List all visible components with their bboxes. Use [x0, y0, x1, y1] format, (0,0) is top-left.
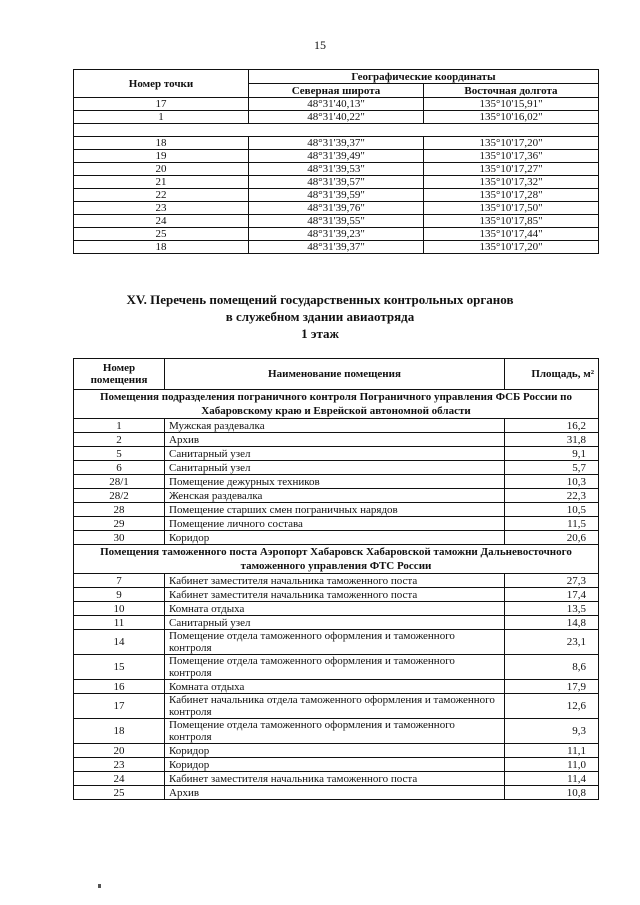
room-area: 10,5: [505, 503, 599, 517]
room-number: 15: [74, 655, 165, 680]
room-number: 28/2: [74, 489, 165, 503]
room-number: 23: [74, 758, 165, 772]
room-area: 22,3: [505, 489, 599, 503]
room-row: [74, 433, 599, 447]
rooms-table: [73, 358, 599, 800]
room-number: 29: [74, 517, 165, 531]
room-area: 5,7: [505, 461, 599, 475]
point-number: 25: [74, 228, 249, 241]
room-row: [74, 719, 599, 744]
room-area: 27,3: [505, 574, 599, 588]
room-area: 13,5: [505, 602, 599, 616]
coord-row: [74, 176, 599, 189]
room-name: Кабинет заместителя начальника таможенного поста: [165, 588, 505, 602]
room-row: [74, 588, 599, 602]
floor-label: 1 этаж: [301, 326, 339, 341]
room-name: Коридор: [165, 531, 505, 545]
room-row: [74, 531, 599, 545]
header-north-latitude: Северная широта: [249, 84, 424, 98]
room-row: [74, 744, 599, 758]
room-number: 11: [74, 616, 165, 630]
room-area: 9,1: [505, 447, 599, 461]
coord-row: [74, 111, 599, 124]
point-number: 20: [74, 163, 249, 176]
header-room-name: Наименование помещения: [165, 359, 505, 390]
room-name: Помещение личного состава: [165, 517, 505, 531]
point-number: 19: [74, 150, 249, 163]
blank-separator-row: [74, 124, 599, 137]
room-name: Санитарный узел: [165, 616, 505, 630]
group-title: Помещения таможенного поста Аэропорт Хабаровск Хабаровской таможни Дальневосточного таможенного управления ФТС России: [74, 545, 599, 574]
coord-row: [74, 202, 599, 215]
room-row: [74, 447, 599, 461]
room-row: [74, 616, 599, 630]
room-name: Помещение отдела таможенного оформления и таможенного контроля: [165, 630, 505, 655]
room-name: Санитарный узел: [165, 447, 505, 461]
longitude: 135°10'17,44": [424, 228, 599, 241]
longitude: 135°10'17,20": [424, 137, 599, 150]
longitude: 135°10'16,02": [424, 111, 599, 124]
room-row: [74, 758, 599, 772]
point-number: 1: [74, 111, 249, 124]
group-header-row: [74, 390, 599, 419]
longitude: 135°10'17,20": [424, 241, 599, 254]
room-area: 17,9: [505, 680, 599, 694]
room-name: Помещение старших смен пограничных нарядов: [165, 503, 505, 517]
room-number: 25: [74, 786, 165, 800]
room-area: 10,8: [505, 786, 599, 800]
room-name: Коридор: [165, 758, 505, 772]
room-number: 28: [74, 503, 165, 517]
room-area: 12,6: [505, 694, 599, 719]
room-name: Мужская раздевалка: [165, 419, 505, 433]
room-number: 17: [74, 694, 165, 719]
coordinates-table: [73, 69, 599, 254]
latitude: 48°31'40,22": [249, 111, 424, 124]
point-number: 18: [74, 137, 249, 150]
room-row: [74, 503, 599, 517]
room-number: 6: [74, 461, 165, 475]
room-name: Помещение отдела таможенного оформления и таможенного контроля: [165, 655, 505, 680]
room-area: 10,3: [505, 475, 599, 489]
room-row: [74, 517, 599, 531]
room-name: Помещение дежурных техников: [165, 475, 505, 489]
room-number: 10: [74, 602, 165, 616]
latitude: 48°31'39,37": [249, 137, 424, 150]
latitude: 48°31'39,49": [249, 150, 424, 163]
longitude: 135°10'17,28": [424, 189, 599, 202]
room-row: [74, 655, 599, 680]
latitude: 48°31'39,23": [249, 228, 424, 241]
latitude: 48°31'39,37": [249, 241, 424, 254]
longitude: 135°10'15,91": [424, 98, 599, 111]
room-row: [74, 786, 599, 800]
room-area: 16,2: [505, 419, 599, 433]
room-area: 11,1: [505, 744, 599, 758]
room-area: 11,4: [505, 772, 599, 786]
room-name: Комната отдыха: [165, 680, 505, 694]
room-row: [74, 461, 599, 475]
header-point-number: Номер точки: [74, 70, 249, 98]
header-room-area: Площадь, м²: [505, 359, 599, 390]
room-area: 14,8: [505, 616, 599, 630]
header-room-number: Номер помещения: [74, 359, 165, 390]
point-number: 21: [74, 176, 249, 189]
coord-row: [74, 137, 599, 150]
section-title-line2: в служебном здании авиаотряда: [225, 309, 415, 324]
room-number: 14: [74, 630, 165, 655]
room-name: Кабинет начальника отдела таможенного оформления и таможенного контроля: [165, 694, 505, 719]
room-number: 5: [74, 447, 165, 461]
coord-row: [74, 215, 599, 228]
scan-mark: [98, 884, 101, 888]
latitude: 48°31'40,13": [249, 98, 424, 111]
room-number: 1: [74, 419, 165, 433]
room-row: [74, 694, 599, 719]
coord-row: [74, 189, 599, 202]
longitude: 135°10'17,27": [424, 163, 599, 176]
latitude: 48°31'39,59": [249, 189, 424, 202]
coord-row: [74, 98, 599, 111]
coord-row: [74, 228, 599, 241]
room-name: Женская раздевалка: [165, 489, 505, 503]
group-header-row: [74, 545, 599, 574]
longitude: 135°10'17,85": [424, 215, 599, 228]
room-row: [74, 680, 599, 694]
room-area: 31,8: [505, 433, 599, 447]
room-number: 30: [74, 531, 165, 545]
room-area: 9,3: [505, 719, 599, 744]
room-area: 23,1: [505, 630, 599, 655]
header-east-longitude: Восточная долгота: [424, 84, 599, 98]
room-name: Коридор: [165, 744, 505, 758]
longitude: 135°10'17,36": [424, 150, 599, 163]
room-area: 20,6: [505, 531, 599, 545]
point-number: 23: [74, 202, 249, 215]
coord-row: [74, 163, 599, 176]
room-area: 11,0: [505, 758, 599, 772]
room-name: Помещение отдела таможенного оформления и таможенного контроля: [165, 719, 505, 744]
point-number: 24: [74, 215, 249, 228]
room-area: 8,6: [505, 655, 599, 680]
group-title: Помещения подразделения пограничного контроля Пограничного управления ФСБ России по Хабаровскому краю и Еврейской автономной области: [74, 390, 599, 419]
room-number: 24: [74, 772, 165, 786]
point-number: 17: [74, 98, 249, 111]
room-name: Архив: [165, 786, 505, 800]
longitude: 135°10'17,32": [424, 176, 599, 189]
longitude: 135°10'17,50": [424, 202, 599, 215]
room-name: Кабинет заместителя начальника таможенного поста: [165, 574, 505, 588]
room-area: 11,5: [505, 517, 599, 531]
room-number: 28/1: [74, 475, 165, 489]
room-number: 18: [74, 719, 165, 744]
room-name: Кабинет заместителя начальника таможенного поста: [165, 772, 505, 786]
room-area: 17,4: [505, 588, 599, 602]
room-row: [74, 489, 599, 503]
section-title-line1: XV. Перечень помещений государственных контрольных органов: [126, 292, 514, 307]
room-row: [74, 574, 599, 588]
room-name: Санитарный узел: [165, 461, 505, 475]
room-row: [74, 602, 599, 616]
point-number: 22: [74, 189, 249, 202]
room-name: Архив: [165, 433, 505, 447]
room-number: 9: [74, 588, 165, 602]
room-number: 20: [74, 744, 165, 758]
coord-row: [74, 241, 599, 254]
coord-row: [74, 150, 599, 163]
page-number: 15: [314, 38, 326, 52]
blank-cell: [74, 124, 599, 137]
room-number: 16: [74, 680, 165, 694]
room-row: [74, 475, 599, 489]
header-geo-coordinates: Географические координаты: [249, 70, 599, 84]
section-heading: [0, 291, 640, 342]
latitude: 48°31'39,55": [249, 215, 424, 228]
room-row: [74, 772, 599, 786]
latitude: 48°31'39,57": [249, 176, 424, 189]
room-number: 2: [74, 433, 165, 447]
room-name: Комната отдыха: [165, 602, 505, 616]
latitude: 48°31'39,53": [249, 163, 424, 176]
room-row: [74, 630, 599, 655]
room-row: [74, 419, 599, 433]
latitude: 48°31'39,76": [249, 202, 424, 215]
room-number: 7: [74, 574, 165, 588]
point-number: 18: [74, 241, 249, 254]
